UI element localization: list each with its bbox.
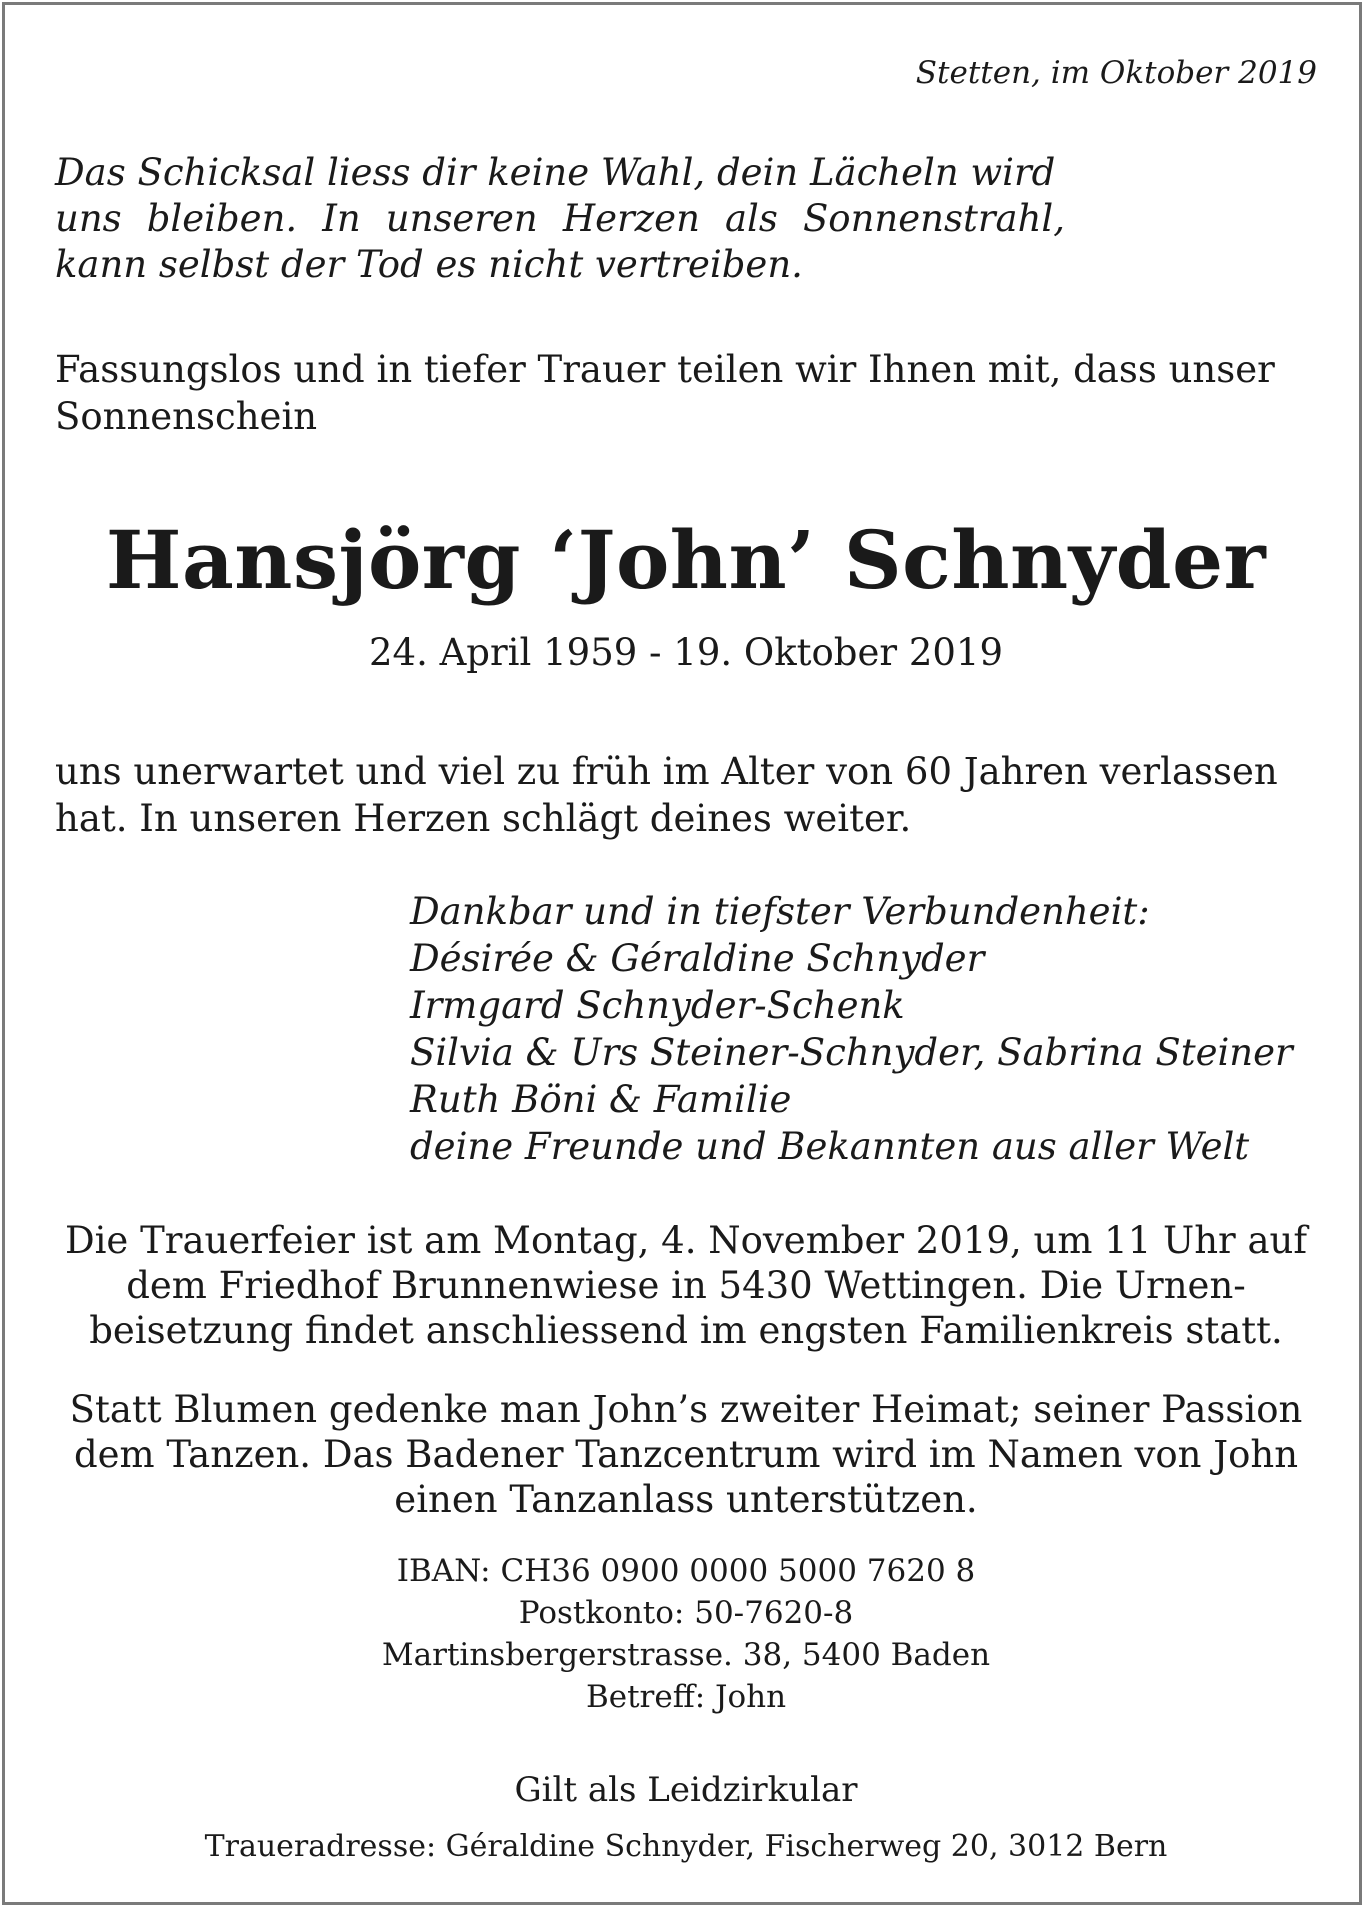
intro-text: Fassungslos und in tiefer Trauer teilen wir Ihnen mit, dass unser Sonnenschein <box>55 348 1275 438</box>
bank-details <box>55 1550 1317 1718</box>
mourning-address: Traueradresse: Géraldine Schnyder, Fischerweg 20, 3012 Bern <box>204 1829 1168 1864</box>
donation-line: dem Tanzen. Das Badener Tanzcentrum wird im Namen von John <box>73 1433 1299 1476</box>
ceremony-info <box>55 1218 1317 1353</box>
place-date: Stetten, im Oktober 2019 <box>915 55 1317 91</box>
ceremony-line: dem Friedhof Brunnenwiese in 5430 Wettingen. Die Urnen- <box>126 1264 1246 1307</box>
poem <box>55 150 1065 288</box>
poem-line: uns bleiben. In unseren Herzen als Sonnenstrahl, <box>55 197 1065 240</box>
mourner-entry: Irmgard Schnyder-Schenk <box>410 984 905 1027</box>
lifespan-dates: 24. April 1959 - 19. Oktober 2019 <box>368 631 1003 674</box>
donation-line: Statt Blumen gedenke man John’s zweiter Heimat; seiner Passion <box>69 1388 1303 1431</box>
iban: IBAN: CH36 0900 0000 5000 7620 8 <box>396 1553 976 1589</box>
deceased-name: Hansjörg ‘John’ Schnyder <box>105 513 1267 607</box>
poem-line: kann selbst der Tod es nicht vertreiben. <box>55 243 803 286</box>
ceremony-line: beisetzung findet anschliessend im engsten Familienkreis statt. <box>89 1309 1283 1352</box>
circular-note: Gilt als Leidzirkular <box>514 1770 858 1810</box>
mourner-entry: Ruth Böni & Familie <box>410 1078 792 1121</box>
mourners-heading: Dankbar und in tiefster Verbundenheit: <box>410 890 1150 933</box>
donation-line: einen Tanzanlass unterstützen. <box>394 1478 978 1521</box>
mourner-entry: deine Freunde und Bekannten aus aller Welt <box>410 1125 1250 1168</box>
mourner-entry: Désirée & Géraldine Schnyder <box>410 937 985 980</box>
bank-address: Martinsbergerstrasse. 38, 5400 Baden <box>381 1637 991 1673</box>
payment-reference: Betreff: John <box>585 1679 787 1715</box>
mourner-entry: Silvia & Urs Steiner-Schnyder, Sabrina Steiner <box>410 1031 1293 1074</box>
passing-text: uns unerwartet und viel zu früh im Alter von 60 Jahren verlassen hat. In unseren Herzen schlägt deines weiter. <box>55 750 1278 840</box>
mourners-list <box>410 888 1293 1170</box>
donation-info <box>55 1387 1317 1522</box>
ceremony-line: Die Trauerfeier ist am Montag, 4. November 2019, um 11 Uhr auf <box>64 1219 1308 1262</box>
postkonto: Postkonto: 50-7620-8 <box>518 1595 854 1631</box>
poem-line: Das Schicksal liess dir keine Wahl, dein Lächeln wird <box>55 151 1056 194</box>
